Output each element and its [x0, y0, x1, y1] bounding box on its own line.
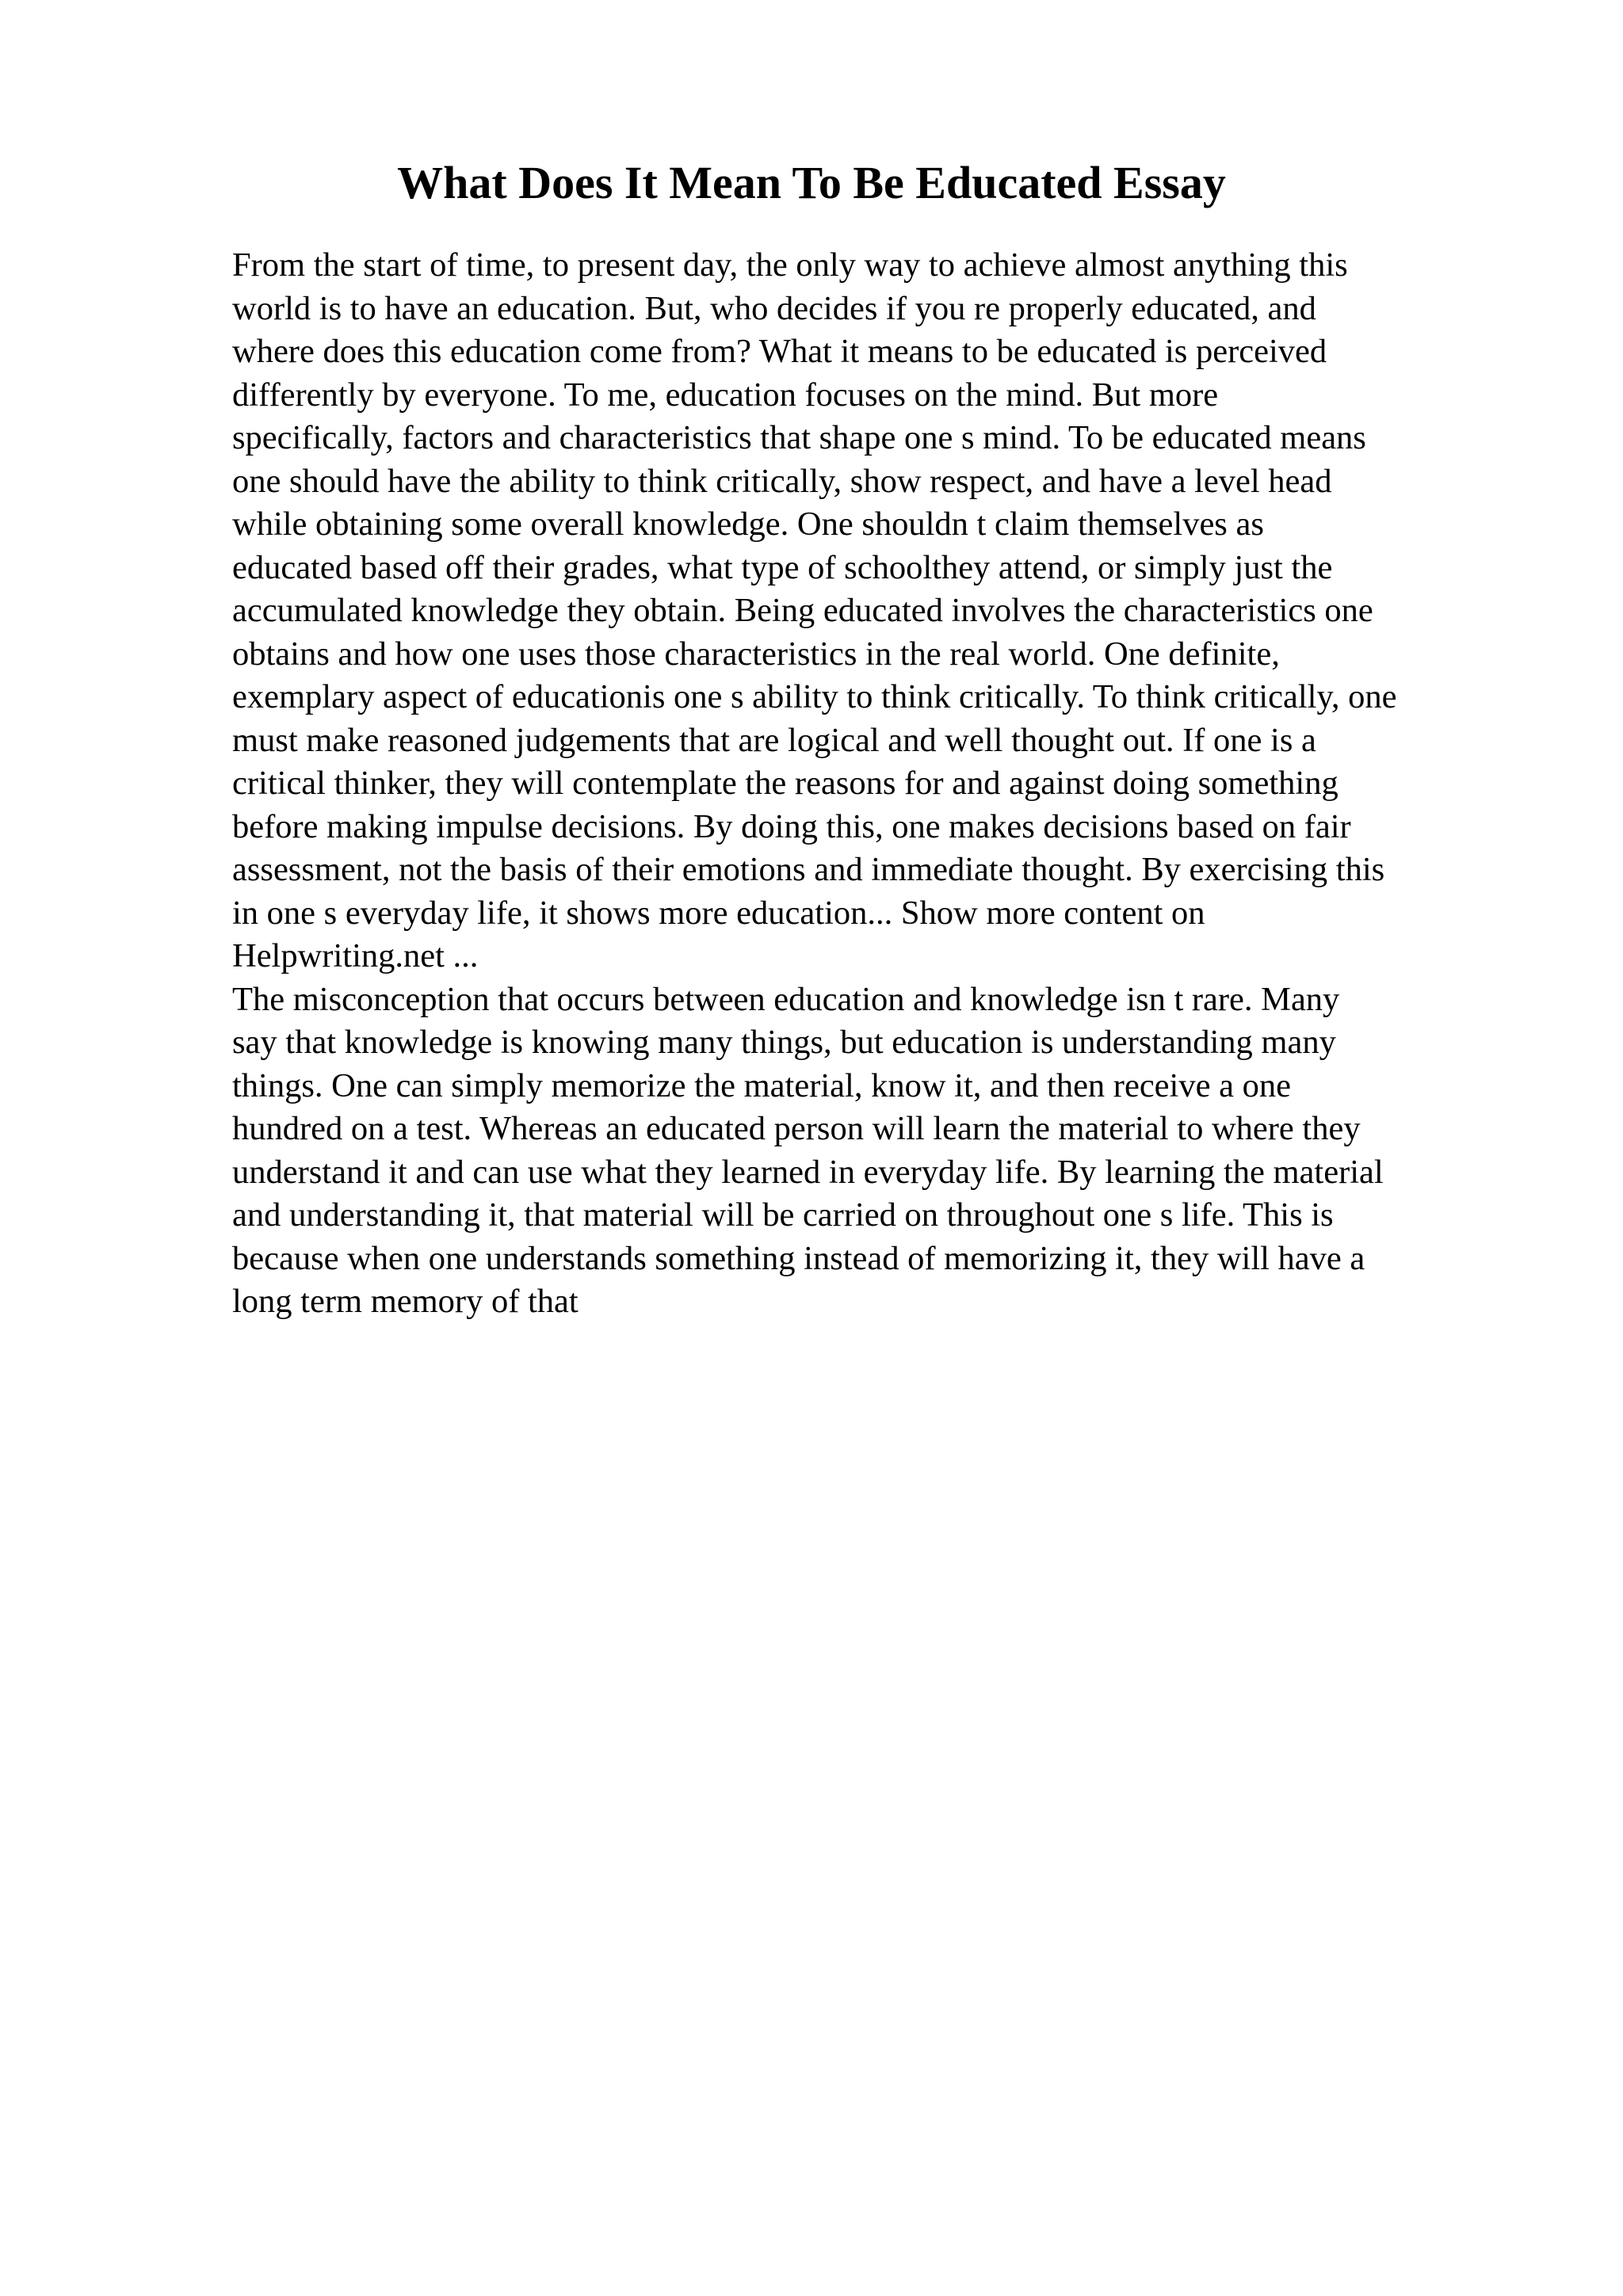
text-line: differently by everyone. To me, education focuses on the mind. But more — [232, 376, 1219, 414]
text-line: assessment, not the basis of their emotions and immediate thought. By exercising this — [232, 851, 1385, 888]
text-line: exemplary aspect of educationis one s ability to think critically. To think critically, one — [232, 678, 1397, 715]
text-line: world is to have an education. But, who decides if you re properly educated, and — [232, 289, 1316, 327]
text-line: must make reasoned judgements that are logical and well thought out. If one is a — [232, 721, 1316, 759]
text-line: specifically, factors and characteristics that shape one s mind. To be educated means — [232, 419, 1366, 456]
text-line: From the start of time, to present day, the only way to achieve almost anything this — [232, 246, 1348, 284]
text-line: in one s everyday life, it shows more education... Show more content on — [232, 894, 1205, 932]
text-line: and understanding it, that material will be carried on throughout one s life. This is — [232, 1196, 1334, 1234]
text-line: The misconception that occurs between education and knowledge isn t rare. Many — [232, 980, 1340, 1018]
text-line: because when one understands something instead of memorizing it, they will have a — [232, 1239, 1365, 1277]
text-line: accumulated knowledge they obtain. Being educated involves the characteristics one — [232, 592, 1373, 629]
text-line: where does this education come from? What it means to be educated is perceived — [232, 333, 1327, 370]
text-line: educated based off their grades, what type of schoolthey attend, or simply just the — [232, 548, 1333, 586]
text-line: long term memory of that — [232, 1283, 579, 1320]
document-title: What Does It Mean To Be Educated Essay — [397, 157, 1226, 208]
text-line: things. One can simply memorize the material, know it, and then receive a one — [232, 1066, 1291, 1104]
text-line: obtains and how one uses those characteristics in the real world. One definite, — [232, 635, 1280, 673]
text-line: critical thinker, they will contemplate the reasons for and against doing something — [232, 765, 1338, 802]
text-line: Helpwriting.net ... — [232, 937, 479, 974]
text-line: before making impulse decisions. By doing this, one makes decisions based on fair — [232, 807, 1351, 845]
text-line: one should have the ability to think critically, show respect, and have a level head — [232, 462, 1332, 500]
text-line: hundred on a test. Whereas an educated person will learn the material to where they — [232, 1110, 1361, 1147]
text-line: while obtaining some overall knowledge. One shouldn t claim themselves as — [232, 505, 1264, 543]
text-line: say that knowledge is knowing many things, but education is understanding many — [232, 1024, 1336, 1061]
document-body — [232, 244, 1579, 1324]
text-line: understand it and can use what they learned in everyday life. By learning the material — [232, 1153, 1384, 1191]
